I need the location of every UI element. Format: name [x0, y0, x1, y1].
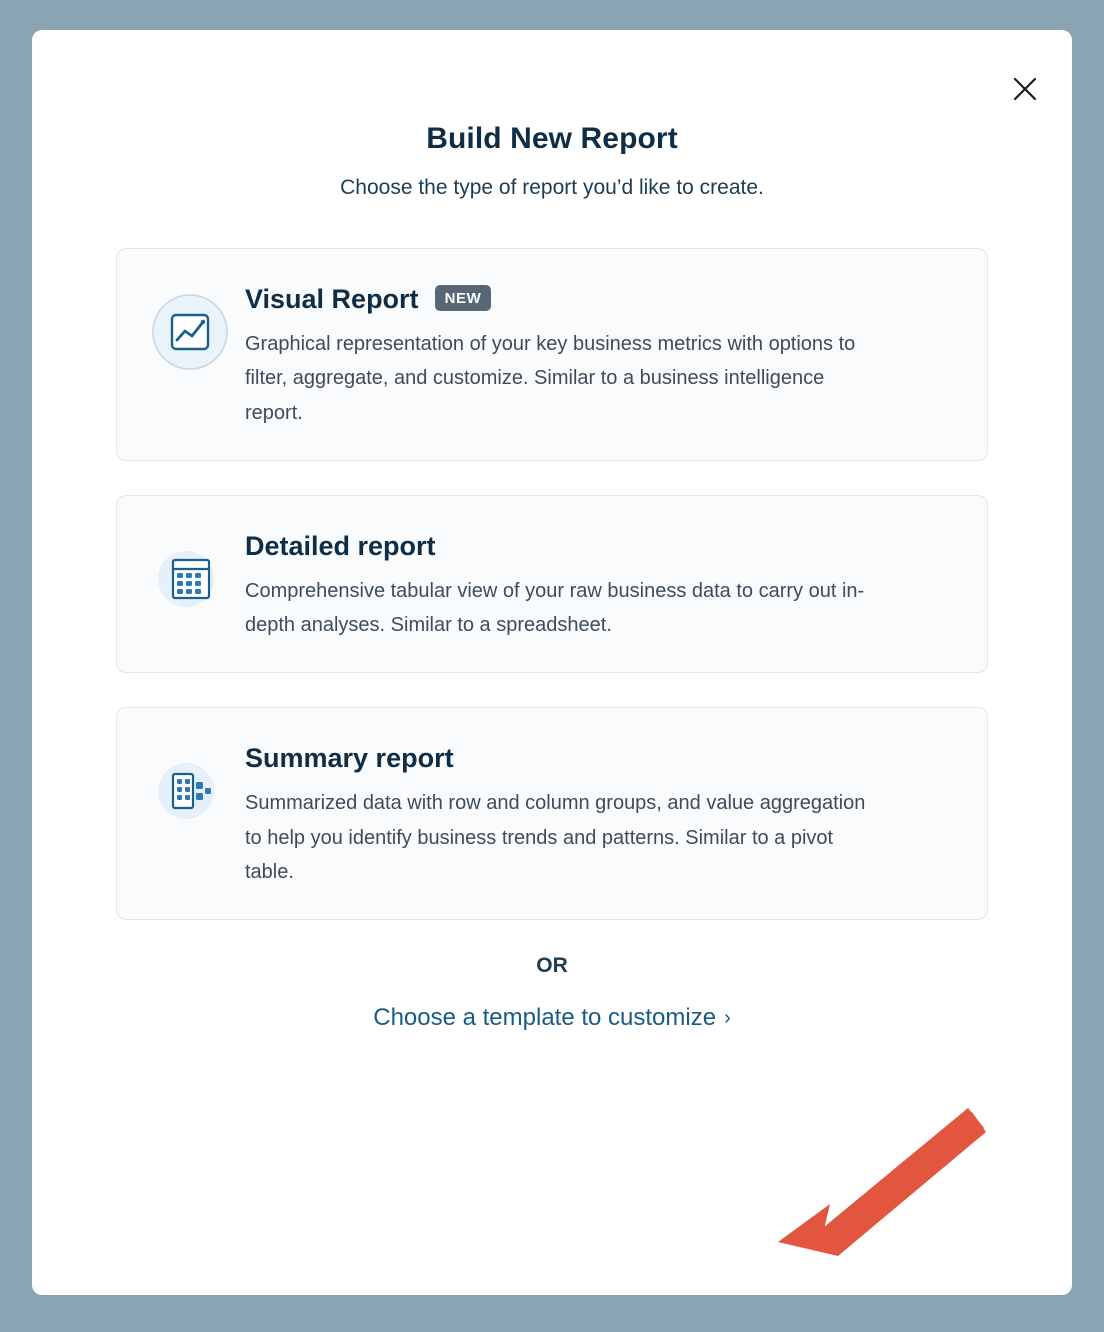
dialog-title: Build New Report: [426, 122, 678, 155]
option-visual-report[interactable]: [116, 248, 988, 461]
status-badge: NEW: [435, 285, 492, 311]
option-description: Summarized data with row and column groups, and value aggregation to help you identify business trends and patterns. Similar to a pivot table.: [245, 792, 866, 883]
option-detailed-report-head: [245, 530, 953, 564]
close-icon[interactable]: [1002, 66, 1048, 112]
option-visual-report-body: [245, 279, 953, 430]
divider-label: OR: [536, 954, 568, 978]
pivot-table-icon: [151, 752, 229, 830]
option-detailed-report-body: [245, 526, 953, 643]
choose-template-label: Choose a template to customize: [373, 1004, 717, 1032]
option-title: Summary report: [245, 743, 454, 774]
report-type-options: [32, 248, 1072, 920]
option-title: Visual Report: [245, 284, 419, 314]
option-visual-report-head: [245, 283, 953, 317]
table-grid-icon: [151, 540, 229, 618]
option-description: Graphical representation of your key business metrics with options to filter, aggregate, and customize. Similar to a business intelligence report.: [245, 332, 856, 424]
option-summary-report[interactable]: [116, 707, 988, 920]
dialog-subtitle: Choose the type of report you’d like to create.: [340, 176, 764, 199]
line-chart-icon: [151, 293, 229, 371]
option-detailed-report[interactable]: [116, 495, 988, 674]
option-summary-report-head: [245, 742, 953, 776]
chevron-right-icon: ›: [724, 1007, 731, 1030]
choose-template-link[interactable]: [32, 1004, 1072, 1032]
build-new-report-dialog: [32, 30, 1072, 1295]
option-title: Detailed report: [245, 530, 436, 561]
option-summary-report-body: [245, 738, 953, 889]
option-description: Comprehensive tabular view of your raw business data to carry out in-depth analyses. Similar to a spreadsheet.: [245, 579, 865, 637]
